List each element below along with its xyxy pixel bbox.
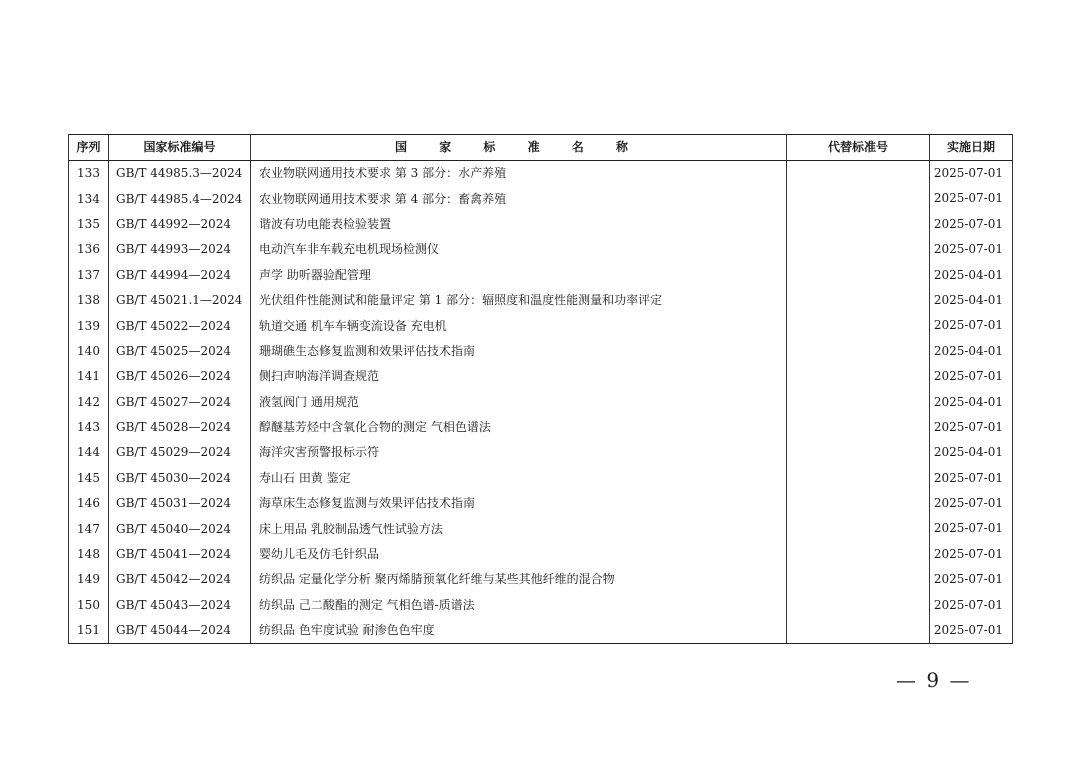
row-code-cell: GB/T 45030—2024 <box>109 466 251 491</box>
row-code-cell: GB/T 45029—2024 <box>109 440 251 465</box>
row-name-cell: 海洋灾害预警报标示符 <box>251 440 787 465</box>
row-replace-cell <box>787 288 930 313</box>
row-date-cell: 2025-07-01 <box>930 516 1013 541</box>
row-replace-cell <box>787 263 930 288</box>
table-row <box>69 288 1013 313</box>
row-code-cell: GB/T 45042—2024 <box>109 567 251 592</box>
row-name-cell: 婴幼儿毛及仿毛针织品 <box>251 542 787 567</box>
row-code-cell: GB/T 45031—2024 <box>109 491 251 516</box>
row-code-cell: GB/T 45044—2024 <box>109 618 251 644</box>
row-name-cell: 海草床生态修复监测与效果评估技术指南 <box>251 491 787 516</box>
row-name-cell: 醇醚基芳烃中含氧化合物的测定 气相色谱法 <box>251 415 787 440</box>
table-body <box>69 161 1013 644</box>
row-code-cell: GB/T 45041—2024 <box>109 542 251 567</box>
row-name-cell: 纺织品 色牢度试验 耐渗色色牢度 <box>251 618 787 644</box>
row-replace-cell <box>787 542 930 567</box>
row-replace-cell <box>787 440 930 465</box>
row-date-cell: 2025-04-01 <box>930 339 1013 364</box>
row-code-cell: GB/T 45028—2024 <box>109 415 251 440</box>
row-seq-cell: 133 <box>69 161 109 187</box>
header-code: 国家标准编号 <box>109 135 251 161</box>
table-row <box>69 237 1013 262</box>
row-seq-cell: 146 <box>69 491 109 516</box>
row-seq-cell: 137 <box>69 263 109 288</box>
row-name-cell: 光伏组件性能测试和能量评定 第 1 部分：辐照度和温度性能测量和功率评定 <box>251 288 787 313</box>
row-seq-cell: 150 <box>69 593 109 618</box>
row-replace-cell <box>787 415 930 440</box>
row-date-cell: 2025-04-01 <box>930 440 1013 465</box>
row-replace-cell <box>787 516 930 541</box>
row-name-cell: 纺织品 定量化学分析 聚丙烯腈预氧化纤维与某些其他纤维的混合物 <box>251 567 787 592</box>
row-code-cell: GB/T 45025—2024 <box>109 339 251 364</box>
row-name-cell: 轨道交通 机车车辆变流设备 充电机 <box>251 313 787 338</box>
header-row <box>69 135 1013 161</box>
row-name-cell: 电动汽车非车载充电机现场检测仪 <box>251 237 787 262</box>
row-replace-cell <box>787 186 930 211</box>
header-replace: 代替标准号 <box>787 135 930 161</box>
row-replace-cell <box>787 491 930 516</box>
row-date-cell: 2025-07-01 <box>930 161 1013 187</box>
row-seq-cell: 138 <box>69 288 109 313</box>
row-code-cell: GB/T 44985.3—2024 <box>109 161 251 187</box>
row-date-cell: 2025-07-01 <box>930 237 1013 262</box>
table-row <box>69 516 1013 541</box>
table-row <box>69 567 1013 592</box>
row-date-cell: 2025-07-01 <box>930 567 1013 592</box>
row-name-cell: 谐波有功电能表检验装置 <box>251 212 787 237</box>
row-code-cell: GB/T 45027—2024 <box>109 390 251 415</box>
row-name-cell: 侧扫声呐海洋调查规范 <box>251 364 787 389</box>
row-date-cell: 2025-07-01 <box>930 466 1013 491</box>
table-row <box>69 161 1013 187</box>
row-name-cell: 纺织品 己二酸酯的测定 气相色谱-质谱法 <box>251 593 787 618</box>
row-date-cell: 2025-04-01 <box>930 263 1013 288</box>
page-number: — 9 — <box>896 668 972 692</box>
table-row <box>69 618 1013 644</box>
row-date-cell: 2025-04-01 <box>930 288 1013 313</box>
row-code-cell: GB/T 44985.4—2024 <box>109 186 251 211</box>
table-row <box>69 542 1013 567</box>
table-row <box>69 212 1013 237</box>
row-name-cell: 声学 助听器验配管理 <box>251 263 787 288</box>
header-name: 国 家 标 准 名 称 <box>251 135 787 161</box>
table-row <box>69 339 1013 364</box>
table-row <box>69 263 1013 288</box>
row-replace-cell <box>787 237 930 262</box>
row-date-cell: 2025-07-01 <box>930 415 1013 440</box>
row-seq-cell: 141 <box>69 364 109 389</box>
row-date-cell: 2025-07-01 <box>930 364 1013 389</box>
row-seq-cell: 140 <box>69 339 109 364</box>
table-row <box>69 364 1013 389</box>
row-replace-cell <box>787 339 930 364</box>
table-row <box>69 186 1013 211</box>
standards-table <box>68 134 1013 644</box>
row-replace-cell <box>787 618 930 644</box>
row-seq-cell: 144 <box>69 440 109 465</box>
row-replace-cell <box>787 593 930 618</box>
table-row <box>69 415 1013 440</box>
row-seq-cell: 148 <box>69 542 109 567</box>
row-date-cell: 2025-07-01 <box>930 186 1013 211</box>
row-date-cell: 2025-07-01 <box>930 491 1013 516</box>
row-replace-cell <box>787 212 930 237</box>
header-seq: 序列 <box>69 135 109 161</box>
row-code-cell: GB/T 45040—2024 <box>109 516 251 541</box>
row-name-cell: 液氢阀门 通用规范 <box>251 390 787 415</box>
row-seq-cell: 139 <box>69 313 109 338</box>
row-date-cell: 2025-07-01 <box>930 212 1013 237</box>
row-code-cell: GB/T 45043—2024 <box>109 593 251 618</box>
row-seq-cell: 134 <box>69 186 109 211</box>
table-row <box>69 491 1013 516</box>
row-replace-cell <box>787 364 930 389</box>
row-name-cell: 农业物联网通用技术要求 第 3 部分：水产养殖 <box>251 161 787 187</box>
row-seq-cell: 149 <box>69 567 109 592</box>
row-code-cell: GB/T 45021.1—2024 <box>109 288 251 313</box>
row-code-cell: GB/T 44993—2024 <box>109 237 251 262</box>
table-row <box>69 313 1013 338</box>
row-replace-cell <box>787 313 930 338</box>
row-name-cell: 珊瑚礁生态修复监测和效果评估技术指南 <box>251 339 787 364</box>
row-date-cell: 2025-07-01 <box>930 593 1013 618</box>
row-seq-cell: 145 <box>69 466 109 491</box>
row-name-cell: 寿山石 田黄 鉴定 <box>251 466 787 491</box>
row-seq-cell: 135 <box>69 212 109 237</box>
row-date-cell: 2025-07-01 <box>930 542 1013 567</box>
table-header <box>69 135 1013 161</box>
row-code-cell: GB/T 45022—2024 <box>109 313 251 338</box>
row-seq-cell: 143 <box>69 415 109 440</box>
row-date-cell: 2025-04-01 <box>930 390 1013 415</box>
table-row <box>69 440 1013 465</box>
row-code-cell: GB/T 44994—2024 <box>109 263 251 288</box>
row-name-cell: 床上用品 乳胶制品透气性试验方法 <box>251 516 787 541</box>
table-row <box>69 466 1013 491</box>
row-date-cell: 2025-07-01 <box>930 313 1013 338</box>
row-replace-cell <box>787 567 930 592</box>
row-code-cell: GB/T 44992—2024 <box>109 212 251 237</box>
table-row <box>69 593 1013 618</box>
row-seq-cell: 142 <box>69 390 109 415</box>
row-code-cell: GB/T 45026—2024 <box>109 364 251 389</box>
row-date-cell: 2025-07-01 <box>930 618 1013 644</box>
row-seq-cell: 136 <box>69 237 109 262</box>
row-seq-cell: 147 <box>69 516 109 541</box>
row-replace-cell <box>787 161 930 187</box>
row-replace-cell <box>787 466 930 491</box>
table-row <box>69 390 1013 415</box>
row-name-cell: 农业物联网通用技术要求 第 4 部分：畜禽养殖 <box>251 186 787 211</box>
header-date: 实施日期 <box>930 135 1013 161</box>
row-seq-cell: 151 <box>69 618 109 644</box>
row-replace-cell <box>787 390 930 415</box>
